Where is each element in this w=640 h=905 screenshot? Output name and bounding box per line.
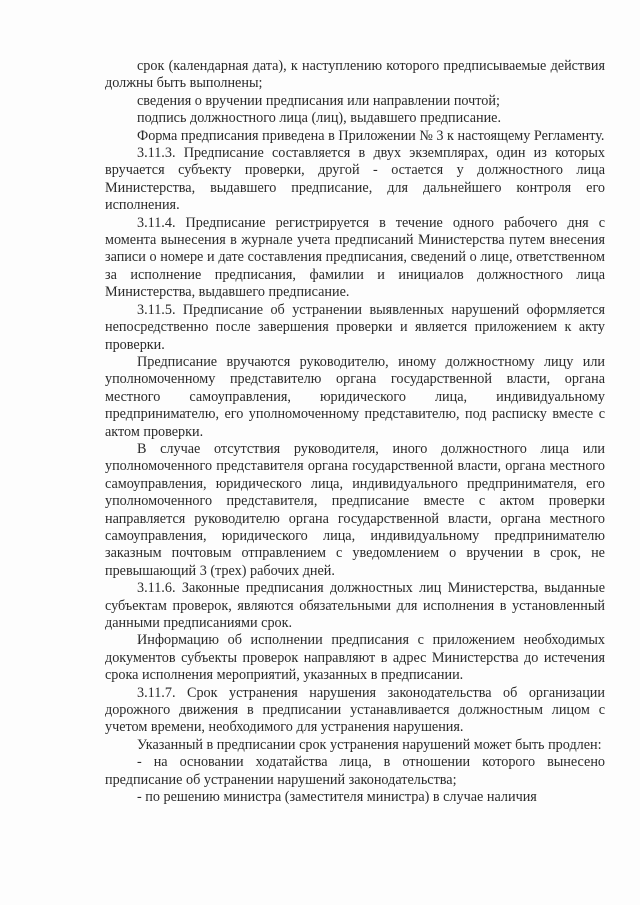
paragraph-minister-decision: - по решению министра (заместителя министра) в случае наличия — [137, 789, 537, 806]
paragraph-3-11-7: 3.11.7. Срок устранения нарушения законодательства об организации дорожного движения в предписании устанавливается должностным лицом с учетом времени, необходимого для устранения нарушения. — [105, 684, 605, 736]
paragraph-deadline: срок (календарная дата), к наступлению которого предписываемые действия должны быть выполнены; — [105, 58, 605, 92]
paragraph-signature: подпись должностного лица (лиц), выдавшего предписание. — [137, 110, 502, 127]
paragraph-delivery: Предписание вручаются руководителю, иному должностному лицу или уполномоченному представителю органа государственной власти, органа местного самоуправления, юридического лица, индивидуальному предпринимателю, его уполномоченному представителю, под расписку вместе с актом проверки. — [105, 353, 605, 440]
paragraph-petition: - на основании ходатайства лица, в отношении которого вынесено предписание об устранении нарушений законодательства; — [105, 754, 605, 788]
paragraph-3-11-3: 3.11.3. Предписание составляется в двух экземплярах, один из которых вручается субъекту проверки, другой - остается у должностного лица Министерства, выдавшего предписание, для дальнейшего контроля его исполнения. — [105, 145, 605, 214]
paragraph-delivery-info: сведения о вручении предписания или направлении почтой; — [137, 92, 500, 109]
paragraph-extension: Указанный в предписании срок устранения нарушений может быть продлен: — [137, 736, 602, 753]
paragraph-execution-info: Информацию об исполнении предписания с приложением необходимых документов субъекты проверок направляют в адрес Министерства до истечения срока исполнения мероприятий, указанных в предписании. — [105, 632, 605, 684]
paragraph-3-11-6: 3.11.6. Законные предписания должностных лиц Министерства, выданные субъектам проверок, являются обязательными для исполнения в установленный данными предписаниями срок. — [105, 580, 605, 631]
paragraph-absence: В случае отсутствия руководителя, иного должностного лица или уполномоченного представителя органа государственной власти, органа местного самоуправления, юридического лица, индивидуального предпринимателя, его уполномоченного представителя, предписание вместе с актом проверки направляется руководителю органа государственной власти, органа местного самоуправления, юридического лица, индивидуальному предпринимателю заказным почтовым отправлением с уведомлением о вручении в срок, не превышающий 3 (трех) рабочих дней. — [105, 440, 605, 579]
paragraph-form-reference: Форма предписания приведена в Приложении № 3 к настоящему Регламенту. — [137, 127, 605, 144]
paragraph-3-11-5: 3.11.5. Предписание об устранении выявленных нарушений оформляется непосредственно после завершения проверки и является приложением к акту проверки. — [105, 301, 605, 353]
paragraph-3-11-4: 3.11.4. Предписание регистрируется в течение одного рабочего дня с момента вынесения в журнале учета предписаний Министерства путем внесения записи о номере и дате составления предписания, сведений о лице, ответственном за исполнение предписания, фамилии и инициалов должностного лица Министерства, выдавшего предписание. — [105, 214, 605, 301]
